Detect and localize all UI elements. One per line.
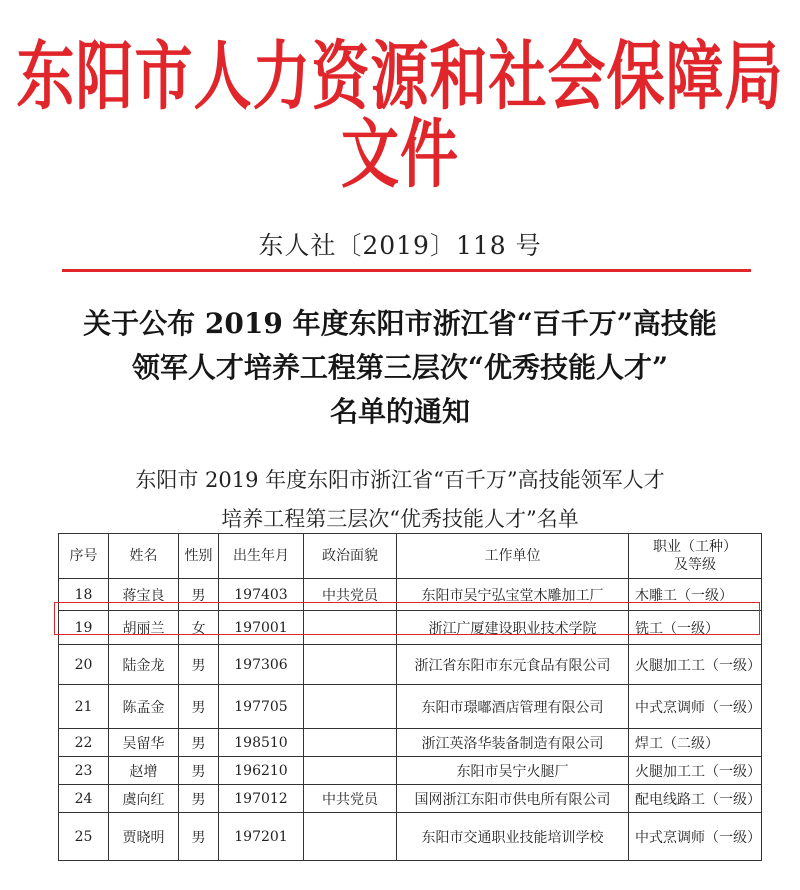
- roster-body: [59, 579, 762, 861]
- cell-occupation: 配电线路工（一级）: [629, 785, 762, 813]
- table-row: [59, 611, 762, 645]
- document-number: 东人社〔2019〕118 号: [258, 231, 542, 260]
- cell-political: [304, 645, 397, 685]
- cell-political: 中共党员: [304, 579, 397, 611]
- header-occupation-line: 及等级: [674, 557, 716, 573]
- table-row: [59, 579, 762, 611]
- cell-name: 陆金龙: [109, 645, 179, 685]
- cell-unit: 东阳市交通职业技能培训学校: [397, 813, 629, 861]
- cell-political: [304, 813, 397, 861]
- cell-occupation: 火腿加工工（一级）: [629, 645, 762, 685]
- cell-unit: 国网浙江东阳市供电所有限公司: [397, 785, 629, 813]
- notice-title-line: 名单的通知: [329, 395, 470, 428]
- cell-gender: 男: [179, 813, 219, 861]
- cell-gender: 男: [179, 785, 219, 813]
- cell-name: 赵增: [109, 757, 179, 785]
- cell-name: 吴留华: [109, 729, 179, 757]
- cell-seq: 21: [59, 685, 109, 729]
- cell-birth: 197001: [219, 611, 304, 645]
- cell-unit: 浙江省东阳市东元食品有限公司: [397, 645, 629, 685]
- cell-political: [304, 611, 397, 645]
- cell-name: 蒋宝良: [109, 579, 179, 611]
- cell-political: [304, 757, 397, 785]
- list-title-line: 培养工程第三层次“优秀技能人才”名单: [221, 507, 579, 531]
- header-seq: 序号: [59, 534, 109, 579]
- cell-birth: 196210: [219, 757, 304, 785]
- list-title-line: 东阳市 2019 年度东阳市浙江省“百千万”高技能领军人才: [135, 468, 665, 492]
- header-birth: 出生年月: [219, 534, 304, 579]
- header-name: 姓名: [109, 534, 179, 579]
- cell-occupation: 火腿加工工（一级）: [629, 757, 762, 785]
- table-row: [59, 785, 762, 813]
- notice-title-line: 关于公布 2019 年度东阳市浙江省“百千万”高技能: [83, 307, 717, 340]
- cell-seq: 22: [59, 729, 109, 757]
- list-title: [0, 461, 800, 539]
- header-occupation: [629, 534, 762, 579]
- table-header-row: [59, 534, 762, 579]
- cell-gender: 男: [179, 757, 219, 785]
- header-political: 政治面貌: [304, 534, 397, 579]
- cell-gender: 男: [179, 579, 219, 611]
- header-occupation-line: 职业（工种）: [653, 539, 737, 555]
- cell-occupation: 铣工（一级）: [629, 611, 762, 645]
- cell-unit: 东阳市璟嘟酒店管理有限公司: [397, 685, 629, 729]
- cell-unit: 东阳市吴宁火腿厂: [397, 757, 629, 785]
- cell-seq: 20: [59, 645, 109, 685]
- cell-name: 陈孟金: [109, 685, 179, 729]
- cell-occupation: 焊工（二级）: [629, 729, 762, 757]
- cell-seq: 25: [59, 813, 109, 861]
- roster-table: [58, 533, 762, 861]
- table-row: [59, 813, 762, 861]
- cell-seq: 19: [59, 611, 109, 645]
- cell-gender: 男: [179, 685, 219, 729]
- header-unit: 工作单位: [397, 534, 629, 579]
- cell-political: 中共党员: [304, 785, 397, 813]
- cell-gender: 男: [179, 645, 219, 685]
- table-row: [59, 645, 762, 685]
- cell-political: [304, 729, 397, 757]
- notice-title-line: 领军人才培养工程第三层次“优秀技能人才”: [131, 351, 669, 384]
- cell-birth: 197403: [219, 579, 304, 611]
- cell-occupation: 中式烹调师（一级）: [629, 813, 762, 861]
- cell-gender: 女: [179, 611, 219, 645]
- header-gender: 性别: [179, 534, 219, 579]
- cell-unit: 东阳市吴宁弘宝堂木雕加工厂: [397, 579, 629, 611]
- notice-title: [0, 302, 800, 434]
- cell-birth: 198510: [219, 729, 304, 757]
- cell-birth: 197306: [219, 645, 304, 685]
- cell-name: 胡丽兰: [109, 611, 179, 645]
- cell-birth: 197705: [219, 685, 304, 729]
- cell-name: 贾晓明: [109, 813, 179, 861]
- cell-birth: 197201: [219, 813, 304, 861]
- cell-seq: 24: [59, 785, 109, 813]
- table-row: [59, 685, 762, 729]
- cell-occupation: 中式烹调师（一级）: [629, 685, 762, 729]
- cell-birth: 197012: [219, 785, 304, 813]
- issuer-header: 东阳市人力资源和社会保障局文件: [16, 32, 784, 198]
- table-row: [59, 757, 762, 785]
- table-row: [59, 729, 762, 757]
- cell-unit: 浙江广厦建设职业技术学院: [397, 611, 629, 645]
- cell-seq: 23: [59, 757, 109, 785]
- red-divider: [62, 269, 751, 272]
- cell-name: 虞向红: [109, 785, 179, 813]
- cell-unit: 浙江英洛华装备制造有限公司: [397, 729, 629, 757]
- cell-political: [304, 685, 397, 729]
- cell-gender: 男: [179, 729, 219, 757]
- cell-occupation: 木雕工（一级）: [629, 579, 762, 611]
- cell-seq: 18: [59, 579, 109, 611]
